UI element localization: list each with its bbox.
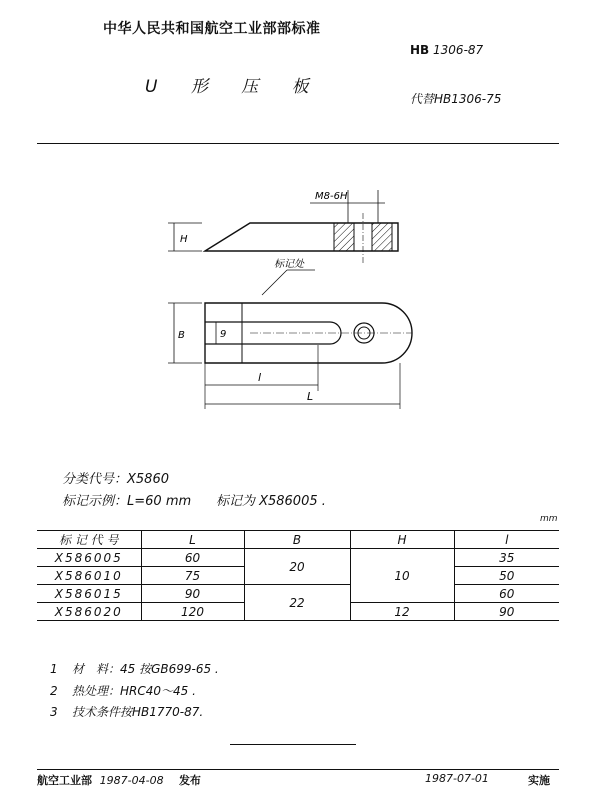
note-text: 热处理：HRC40～45 .: [72, 684, 196, 698]
thread-label: M8-6H: [315, 191, 348, 202]
header-H: H: [350, 531, 454, 549]
side-view: [168, 190, 398, 263]
cell-l: 60: [454, 585, 559, 603]
implementation-date: 1987-07-01: [425, 772, 489, 785]
replaces-standard: 代替HB1306-75: [410, 92, 502, 106]
cell-L: 75: [141, 567, 244, 585]
cell-B: 20: [244, 549, 350, 585]
cell-H: 10: [350, 549, 454, 603]
issuer: 航空工业部: [37, 774, 92, 787]
cell-code: X586005: [37, 549, 141, 567]
header-B: B: [244, 531, 350, 549]
table-row: [37, 549, 559, 567]
example-mark: 标记为 X586005 .: [215, 494, 326, 509]
marking-example: [62, 490, 326, 509]
example-value: L=60 mm: [127, 494, 192, 509]
header-rule: [37, 143, 559, 144]
classification-code: 分类代号：X5860: [62, 472, 169, 487]
note-item: [50, 660, 219, 677]
note-item: [50, 682, 196, 699]
mark-leader: [262, 270, 287, 295]
slot-width-label: 9: [220, 329, 227, 340]
hatch-section-left: [334, 223, 354, 251]
mark-label: 标记处: [274, 259, 304, 270]
header-code: 标 记 代 号: [37, 531, 141, 549]
footer-rule: [37, 769, 559, 770]
note-number: 3: [50, 705, 58, 719]
issuing-organization: 中华人民共和国航空工业部部标准: [103, 21, 321, 37]
table-row: [37, 585, 559, 603]
cell-l: 90: [454, 603, 559, 621]
cell-H: 12: [350, 603, 454, 621]
unit-label: mm: [540, 514, 558, 524]
hatch-section-right: [372, 223, 392, 251]
cell-L: 120: [141, 603, 244, 621]
end-rule: [230, 744, 356, 745]
cell-L: 90: [141, 585, 244, 603]
issue-word: 发布: [178, 774, 201, 787]
technical-drawing: [150, 185, 420, 425]
H-dimension-label: H: [180, 234, 188, 245]
issue-info: [37, 772, 201, 788]
cell-B: 22: [244, 585, 350, 621]
issue-date: 1987-04-08: [99, 774, 164, 787]
l-dimension-label: l: [258, 371, 262, 384]
cell-l: 50: [454, 567, 559, 585]
note-number: 2: [50, 684, 58, 698]
standard-code: 1306-87: [433, 43, 484, 57]
B-dimension-label: B: [178, 330, 185, 341]
note-text: 材 料：45 按GB699-65 .: [72, 662, 219, 676]
cell-L: 60: [141, 549, 244, 567]
header-L: L: [141, 531, 244, 549]
note-number: 1: [50, 662, 58, 676]
header-l: l: [454, 531, 559, 549]
note-text: 技术条件按HB1770-87.: [72, 705, 204, 719]
dimension-table: [37, 530, 559, 621]
standard-prefix: HB: [410, 43, 430, 57]
cell-code: X586010: [37, 567, 141, 585]
note-item: [50, 703, 203, 720]
cell-code: X586020: [37, 603, 141, 621]
L-dimension-label: L: [307, 390, 314, 403]
implementation-word: 实施: [528, 774, 550, 787]
cell-code: X586015: [37, 585, 141, 603]
table-header-row: [37, 531, 559, 549]
standard-number: [410, 43, 483, 57]
plan-view: [168, 258, 412, 409]
side-view-outline: [205, 223, 398, 251]
document-title: U 形 压 板: [145, 77, 323, 97]
example-label: 标记示例：: [62, 494, 128, 509]
cell-l: 35: [454, 549, 559, 567]
